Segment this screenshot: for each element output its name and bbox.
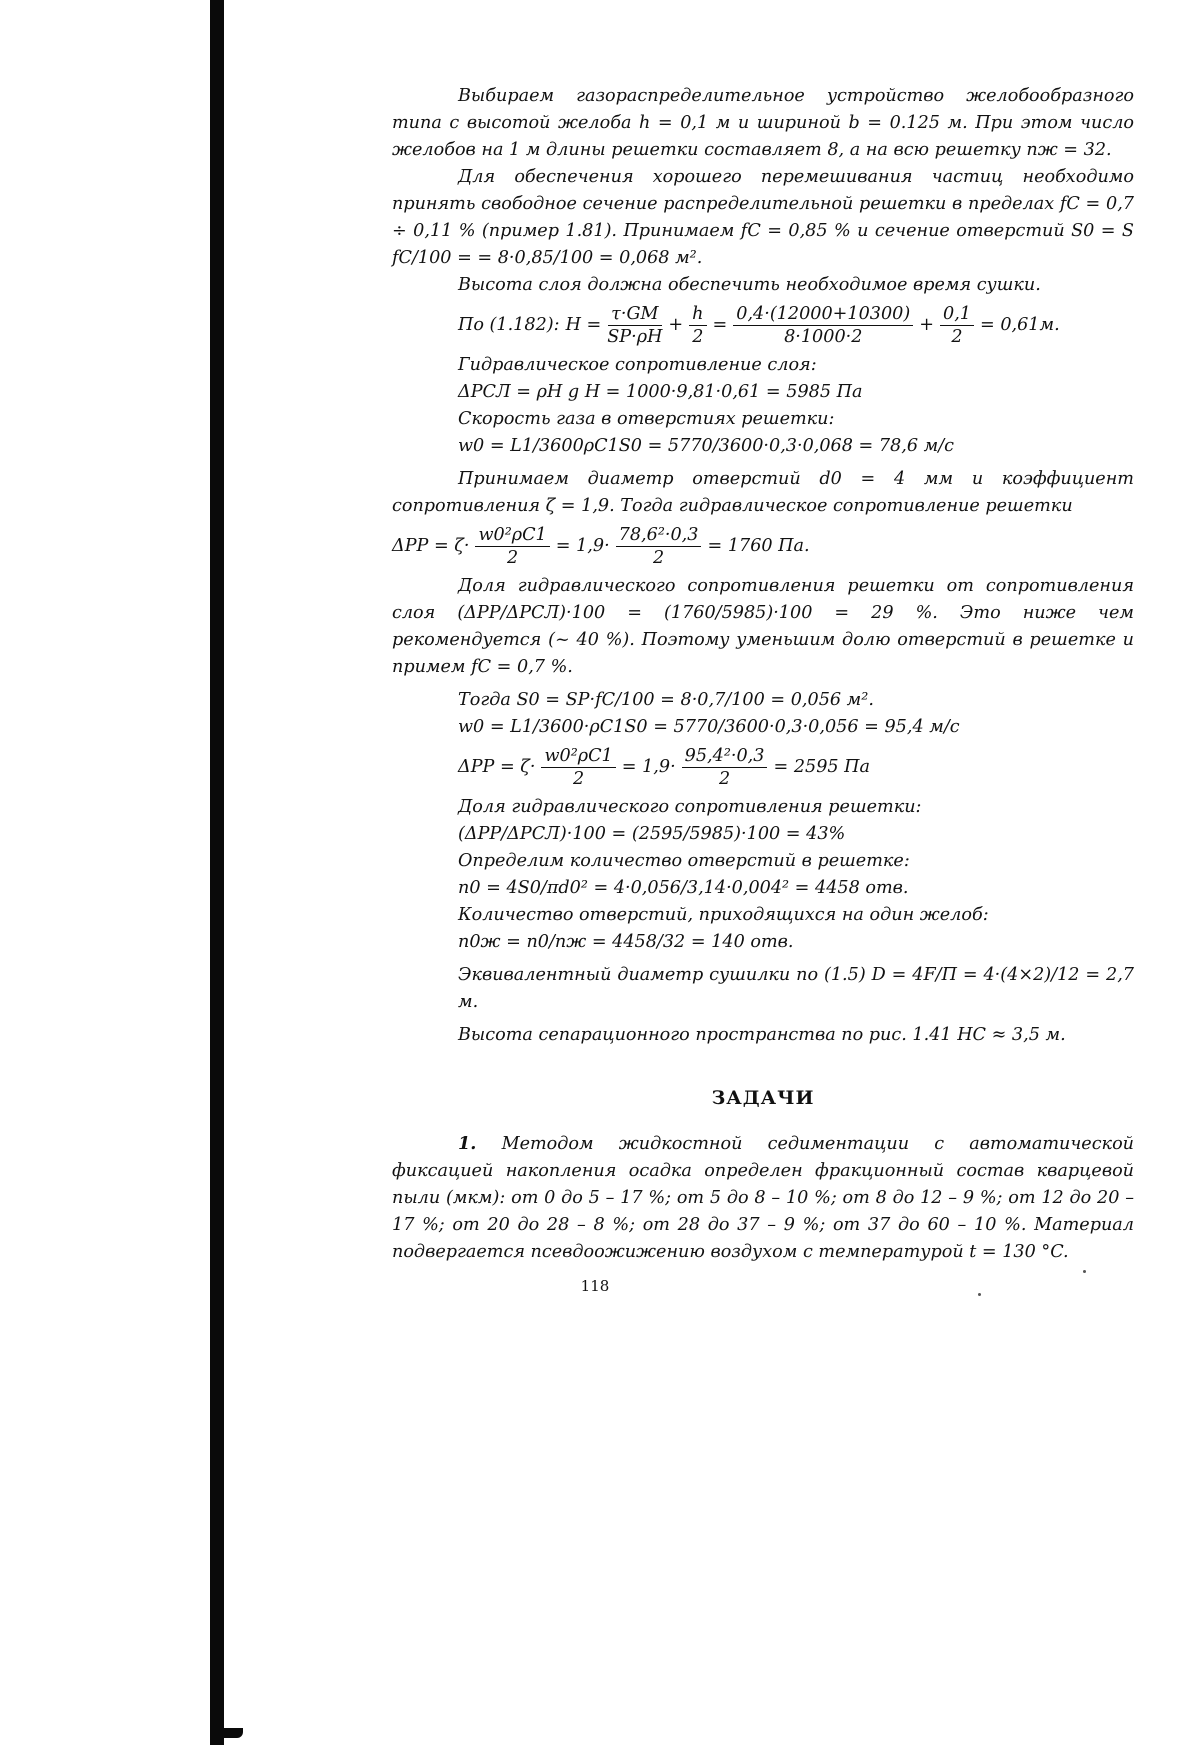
- section-heading: ЗАДАЧИ: [711, 1087, 815, 1109]
- formula-line: ΔPСЛ = ρH g H = 1000·9,81·0,61 = 5985 Па: [458, 382, 863, 402]
- formula-line: Тогда S0 = SP·fC/100 = 8·0,7/100 = 0,056 м².: [458, 690, 874, 710]
- paragraph: Принимаем диаметр отверстий d0 = 4 мм и коэффициент сопротивления ζ = 1,9. Тогда гидравлическое сопротивление решетки: [392, 469, 1134, 516]
- paragraph: Определим количество отверстий в решетке:: [458, 851, 910, 871]
- fraction: [541, 745, 615, 790]
- numerator: 78,6²·0,3: [616, 524, 702, 547]
- formula-text: +: [919, 315, 934, 335]
- formula-text: =: [712, 315, 728, 335]
- paragraph: Скорость газа в отверстиях решетки:: [458, 409, 835, 429]
- numerator: 0,4·(12000+10300): [733, 303, 913, 326]
- scan-speck: [1083, 1270, 1086, 1273]
- denominator: 2: [652, 548, 665, 568]
- formula-text: ΔPP = ζ·: [392, 536, 470, 556]
- formula-result: = 1760 Па.: [707, 536, 810, 556]
- paragraph: Доля гидравлического сопротивления решетки от сопротивления слоя (ΔPP/ΔPСЛ)·100 = (1760/5985)·100 = 29 %. Это ниже чем рекомендуется (~ 40 %). Поэтому уменьшим долю отверстий в решетке и примем fC = 0,7 %.: [392, 576, 1134, 677]
- numerator: w0²ρC1: [541, 745, 615, 768]
- formula-text: ΔPP = ζ·: [458, 757, 536, 777]
- binding-edge: [210, 0, 224, 1745]
- denominator: 2: [951, 327, 963, 347]
- page-body: [392, 83, 1134, 1266]
- formula-line: w0 = L1/3600·ρC1S0 = 5770/3600·0,3·0,056 = 95,4 м/с: [458, 717, 960, 737]
- task-1: [392, 1130, 1134, 1266]
- numerator: 95,4²·0,3: [682, 745, 768, 768]
- formula-lead: По (1.182):: [458, 315, 560, 335]
- fraction: [475, 524, 549, 569]
- numerator: w0²ρC1: [475, 524, 549, 547]
- page-number: 118: [580, 1277, 610, 1295]
- paragraph: Количество отверстий, приходящихся на один желоб:: [458, 905, 989, 925]
- formula-line: w0 = L1/3600ρC1S0 = 5770/3600·0,3·0,068 = 78,6 м/с: [458, 436, 955, 456]
- denominator: 2: [692, 327, 704, 347]
- fraction: [689, 303, 706, 348]
- formula-line: n0ж = n0/nж = 4458/32 = 140 отв.: [458, 932, 794, 952]
- denominator: 2: [506, 548, 519, 568]
- formula-grid-resistance-2: [392, 745, 1134, 790]
- paragraph: Доля гидравлического сопротивления решетки:: [458, 797, 922, 817]
- formula-result: = 0,61м.: [979, 315, 1060, 335]
- formula-text: H =: [565, 315, 602, 335]
- denominator: SP·ρH: [607, 327, 663, 347]
- paragraph: Высота слоя должна обеспечить необходимое время сушки.: [458, 275, 1041, 295]
- numerator: τ·GM: [608, 303, 661, 326]
- fraction: [682, 745, 768, 790]
- formula-grid-resistance: [392, 524, 1134, 569]
- denominator: 2: [718, 769, 731, 789]
- fraction: [607, 303, 662, 348]
- formula-text: = 1,9·: [621, 757, 676, 777]
- paragraph: Гидравлическое сопротивление слоя:: [458, 355, 817, 375]
- denominator: 8·1000·2: [784, 327, 863, 347]
- paragraph: Выбираем газораспределительное устройство желобообразного типа с высотой желоба h = 0,1 м и шириной b = 0.125 м. При этом число желобов на 1 м длины решетки составляет 8, а на всю решетку nж = 32.: [392, 86, 1134, 160]
- fraction: [733, 303, 913, 348]
- formula-line: n0 = 4S0/πd0² = 4·0,056/3,14·0,004² = 4458 отв.: [458, 878, 909, 898]
- formula-text: +: [668, 315, 684, 335]
- numerator: h: [689, 303, 706, 326]
- formula-result: = 2595 Па: [773, 757, 871, 777]
- binding-hook: [213, 1728, 243, 1738]
- formula-line: (ΔPP/ΔPСЛ)·100 = (2595/5985)·100 = 43%: [458, 824, 846, 844]
- fraction: [616, 524, 702, 569]
- task-text: Методом жидкостной седиментации с автоматической фиксацией накопления осадка определен фракционный состав кварцевой пыли (мкм): от 0 до 5 – 17 %; от 5 до 8 – 10 %; от 8 до 12 – 9 %; от 12 до 20 – 17 %; от 20 до 28 – 8 %; от 28 до 37 – 9 %; от 37 до 60 – 10 %. Материал подвергается псевдоожижению воздухом с температурой t = 130 °C.: [392, 1134, 1134, 1262]
- paragraph: Для обеспечения хорошего перемешивания частиц необходимо принять свободное сечение распределительной решетки в пределах fC = 0,7 ÷ 0,11 % (пример 1.81). Принимаем fC = 0,85 % и сечение отверстий S0 = S fC/100 = = 8·0,85/100 = 0,068 м².: [392, 167, 1134, 268]
- formula-text: = 1,9·: [555, 536, 610, 556]
- fraction: [940, 303, 974, 348]
- denominator: 2: [572, 769, 585, 789]
- paragraph: Высота сепарационного пространства по рис. 1.41 HC ≈ 3,5 м.: [458, 1025, 1066, 1045]
- task-number: 1.: [458, 1133, 477, 1154]
- numerator: 0,1: [940, 303, 974, 326]
- paragraph: Эквивалентный диаметр сушилки по (1.5) D = 4F/П = 4·(4×2)/12 = 2,7 м.: [458, 965, 1134, 1012]
- formula-bed-height: [392, 303, 1134, 348]
